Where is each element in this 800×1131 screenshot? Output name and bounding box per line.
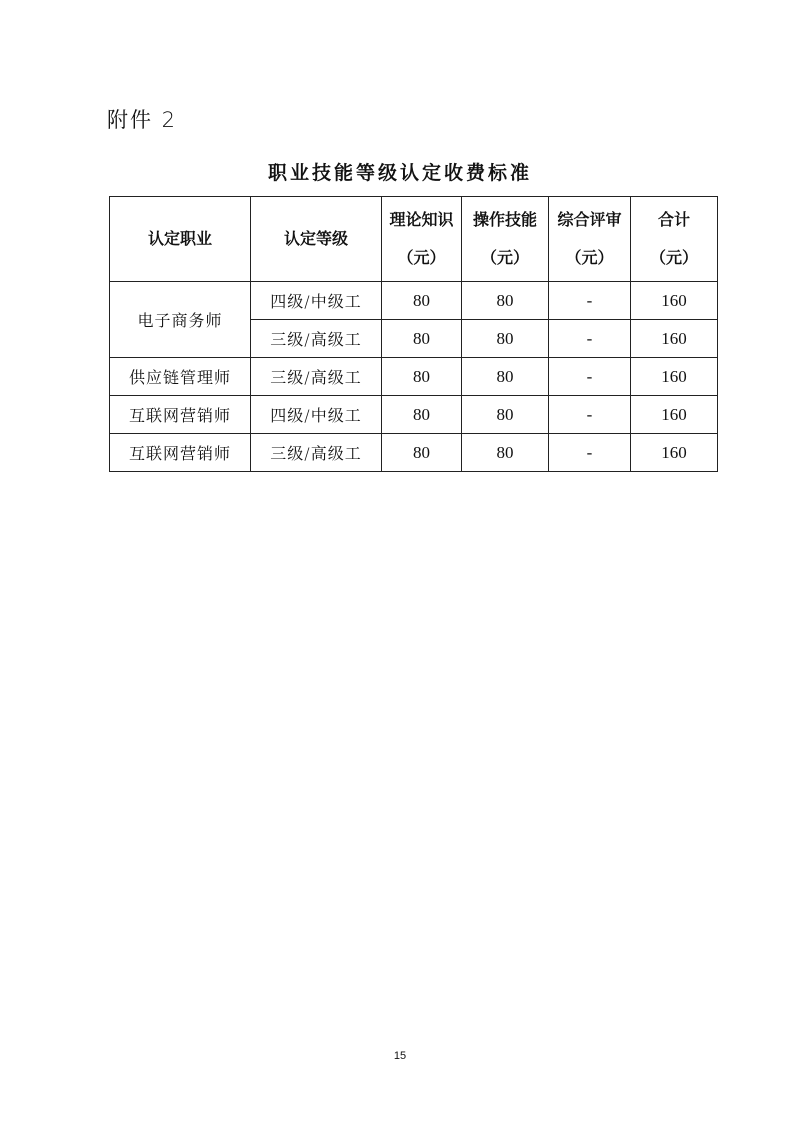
cell-occupation: 互联网营销师 [110, 396, 251, 434]
header-theory [382, 197, 462, 282]
table-row [110, 282, 718, 320]
cell-level: 三级/高级工 [251, 320, 382, 358]
header-review-label: 综合评审 [557, 210, 622, 229]
cell-theory: 80 [382, 282, 462, 320]
cell-skill: 80 [462, 282, 549, 320]
header-total-label: 合计 [657, 210, 690, 229]
header-review [549, 197, 631, 282]
header-skill-unit: （元） [480, 248, 529, 267]
cell-level: 三级/高级工 [251, 358, 382, 396]
cell-level: 四级/中级工 [251, 282, 382, 320]
cell-total: 160 [631, 396, 718, 434]
cell-theory: 80 [382, 396, 462, 434]
cell-level: 三级/高级工 [251, 434, 382, 472]
attachment-label: 附件 2 [107, 108, 178, 132]
cell-total: 160 [631, 434, 718, 472]
table-header-row [110, 197, 718, 282]
page-number: 15 [393, 1050, 407, 1062]
table-row [110, 358, 718, 396]
cell-occupation: 电子商务师 [110, 282, 251, 358]
header-skill-label: 操作技能 [472, 210, 537, 229]
cell-theory: 80 [382, 434, 462, 472]
fee-standard-table [109, 196, 718, 472]
header-theory-unit: （元） [397, 248, 446, 267]
header-total-unit: （元） [649, 248, 698, 267]
cell-review: - [549, 282, 631, 320]
cell-review: - [549, 358, 631, 396]
cell-theory: 80 [382, 358, 462, 396]
cell-skill: 80 [462, 396, 549, 434]
cell-total: 160 [631, 358, 718, 396]
document-title: 职业技能等级认定收费标准 [267, 162, 532, 184]
cell-review: - [549, 434, 631, 472]
cell-level: 四级/中级工 [251, 396, 382, 434]
cell-skill: 80 [462, 434, 549, 472]
cell-occupation: 供应链管理师 [110, 358, 251, 396]
table-row [110, 396, 718, 434]
table-row [110, 434, 718, 472]
header-total [631, 197, 718, 282]
cell-total: 160 [631, 320, 718, 358]
cell-total: 160 [631, 282, 718, 320]
cell-skill: 80 [462, 358, 549, 396]
cell-skill: 80 [462, 320, 549, 358]
header-skill [462, 197, 549, 282]
header-review-unit: （元） [565, 248, 614, 267]
cell-theory: 80 [382, 320, 462, 358]
header-level: 认定等级 [251, 197, 382, 282]
cell-review: - [549, 396, 631, 434]
header-theory-label: 理论知识 [389, 210, 454, 229]
header-occupation: 认定职业 [110, 197, 251, 282]
cell-review: - [549, 320, 631, 358]
cell-occupation: 互联网营销师 [110, 434, 251, 472]
